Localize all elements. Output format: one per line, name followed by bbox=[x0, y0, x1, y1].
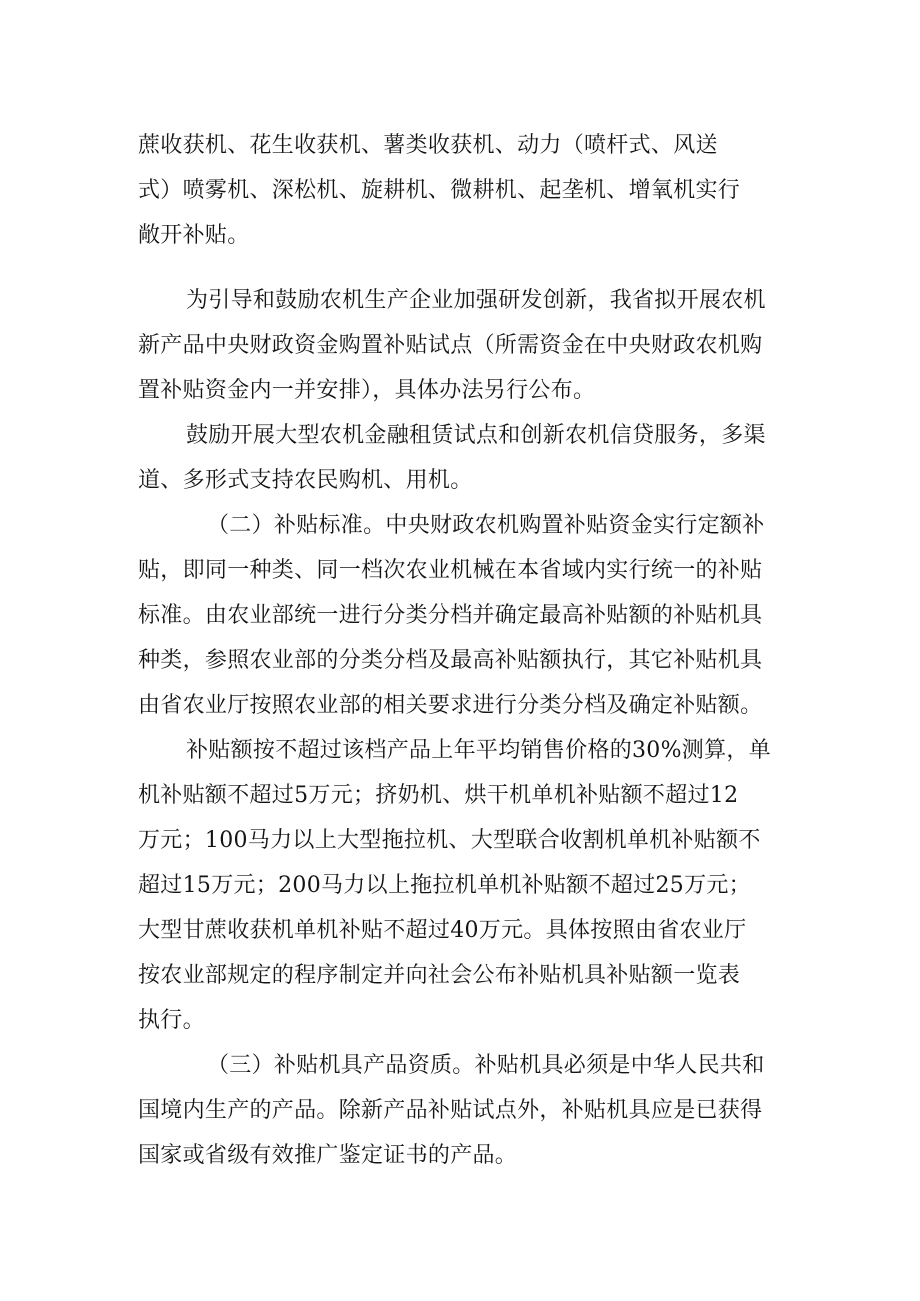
paragraph-5-line-4: 超过15万元；200马力以上拖拉机单机补贴额不超过25万元； bbox=[138, 873, 751, 898]
paragraph-5-line-3: 万元；100马力以上大型拖拉机、大型联合收割机单机补贴额不 bbox=[138, 828, 761, 853]
paragraph-4-line-4: 种类，参照农业部的分类分档及最高补贴额执行，其它补贴机具 bbox=[138, 648, 763, 673]
paragraph-1-line-1: 蔗收获机、花生收获机、薯类收获机、动力（喷杆式、风送 bbox=[138, 133, 718, 158]
paragraph-5-line-1: 补贴额按不超过该档产品上年平均销售价格的30%测算，单 bbox=[186, 738, 771, 763]
paragraph-4-line-2: 贴，即同一种类、同一档次农业机械在本省域内实行统一的补贴 bbox=[138, 558, 763, 583]
paragraph-6-line-2: 国境内生产的产品。除新产品补贴试点外，补贴机具应是已获得 bbox=[138, 1098, 763, 1123]
paragraph-5-line-5: 大型甘蔗收获机单机补贴不超过40万元。具体按照由省农业厅 bbox=[138, 918, 747, 943]
paragraph-1-line-2: 式）喷雾机、深松机、旋耕机、微耕机、起垄机、增氧机实行 bbox=[138, 178, 741, 203]
paragraph-4-line-1: （二）补贴标准。中央财政农机购置补贴资金实行定额补 bbox=[207, 513, 765, 538]
paragraph-5-line-7: 执行。 bbox=[138, 1008, 205, 1033]
paragraph-3-line-2: 道、多形式支持农民购机、用机。 bbox=[138, 468, 473, 493]
paragraph-3-line-1: 鼓励开展大型农机金融租赁试点和创新农机信贷服务，多渠 bbox=[186, 423, 766, 448]
paragraph-4-line-5: 由省农业厅按照农业部的相关要求进行分类分档及确定补贴额。 bbox=[138, 693, 763, 718]
paragraph-2-line-2: 新产品中央财政资金购置补贴试点（所需资金在中央财政农机购 bbox=[138, 333, 763, 358]
paragraph-1-line-3: 敞开补贴。 bbox=[138, 223, 250, 248]
paragraph-2-line-1: 为引导和鼓励农机生产企业加强研发创新，我省拟开展农机 bbox=[186, 288, 766, 313]
paragraph-6-line-1: （三）补贴机具产品资质。补贴机具必须是中华人民共和 bbox=[207, 1053, 765, 1078]
paragraph-6-line-3: 国家或省级有效推广鉴定证书的产品。 bbox=[138, 1143, 518, 1168]
paragraph-2-line-3: 置补贴资金内一并安排），具体办法另行公布。 bbox=[138, 378, 596, 403]
paragraph-5-line-6: 按农业部规定的程序制定并向社会公布补贴机具补贴额一览表 bbox=[138, 963, 741, 988]
paragraph-4-line-3: 标准。由农业部统一进行分类分档并确定最高补贴额的补贴机具 bbox=[138, 603, 763, 628]
paragraph-5-line-2: 机补贴额不超过5万元；挤奶机、烘干机单机补贴额不超过12 bbox=[138, 783, 739, 808]
